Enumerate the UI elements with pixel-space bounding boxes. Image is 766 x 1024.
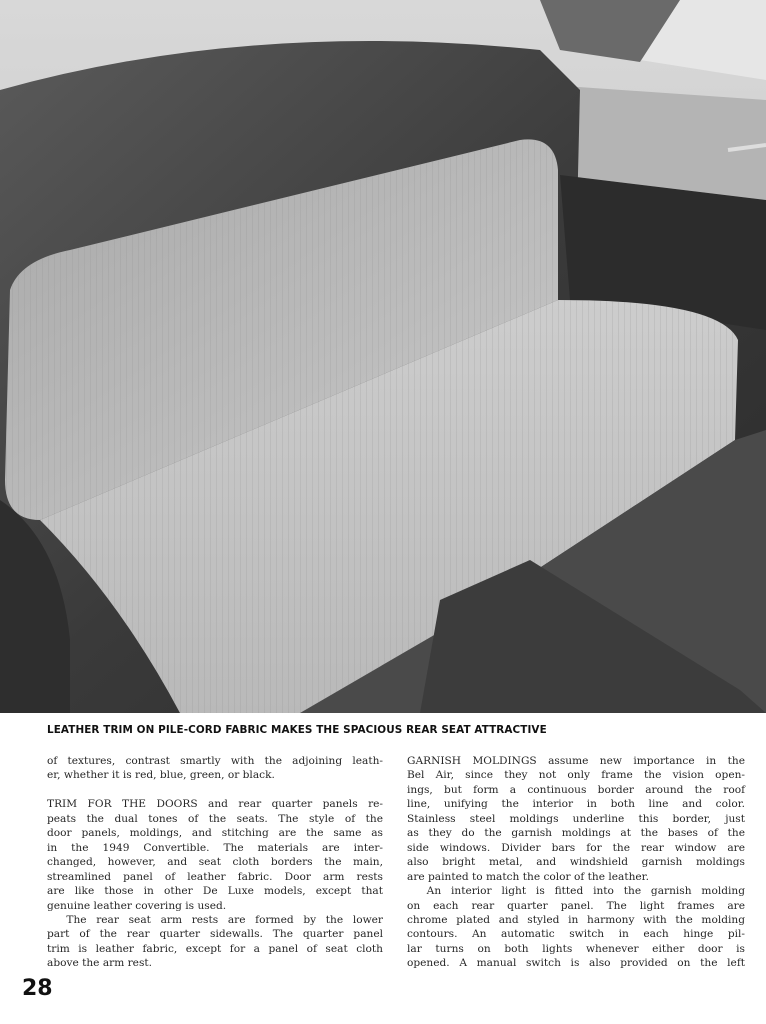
text-line: as they do the garnish moldings at the bases of the <box>407 827 745 840</box>
text-line: line, unifying the interior in both line and color. <box>407 798 745 811</box>
text-line: peats the dual tones of the seats. The style of the <box>47 812 383 825</box>
text-line: chrome plated and styled in harmony with the molding <box>407 913 745 926</box>
text-line: trim is leather fabric, except for a panel of seat cloth <box>47 942 383 955</box>
text-line: streamlined panel of leather fabric. Door arm rests <box>47 870 383 883</box>
text-line: Stainless steel moldings underline this border, just <box>407 812 745 825</box>
left-column <box>47 754 383 971</box>
text-line: The rear seat arm rests are formed by the lower <box>47 913 383 926</box>
text-line: Bel Air, since they not only frame the vision open- <box>407 769 745 782</box>
right-column <box>407 754 745 971</box>
text-line: ings, but form a continuous border around the roof <box>407 783 745 796</box>
text-line: er, whether it is red, blue, green, or black. <box>47 769 275 782</box>
text-line: lar turns on both lights whenever either door is <box>407 942 745 955</box>
text-line: contours. An automatic switch in each hinge pil- <box>407 928 745 941</box>
text-line: part of the rear quarter sidewalls. The quarter panel <box>47 928 383 941</box>
text-line: GARNISH MOLDINGS assume new importance in the <box>407 755 745 767</box>
text-line: are like those in other De Luxe models, except that <box>47 885 383 898</box>
text-line: genuine leather covering is used. <box>47 899 227 912</box>
text-line: are painted to match the color of the leather. <box>407 870 649 883</box>
text-line: An interior light is fitted into the garnish molding <box>407 885 745 898</box>
text-line: TRIM FOR THE DOORS and rear quarter panels re- <box>47 798 383 811</box>
text-line: opened. A manual switch is also provided on the left <box>407 957 745 970</box>
text-line: side windows. Divider bars for the rear window are <box>407 841 745 854</box>
text-line: above the arm rest. <box>47 957 153 970</box>
paragraph-garnish-moldings <box>407 754 745 884</box>
text-line: door panels, moldings, and stitching are the same as <box>47 827 383 840</box>
text-line: in the 1949 Convertible. The materials are inter- <box>47 841 383 854</box>
text-line: also bright metal, and windshield garnish moldings <box>407 856 745 869</box>
page-number: 28 <box>22 976 53 1001</box>
text-line: of textures, contrast smartly with the adjoining leath- <box>47 755 383 767</box>
text-line: on each rear quarter panel. The light frames are <box>407 899 745 912</box>
photo-caption: LEATHER TRIM ON PILE-CORD FABRIC MAKES THE SPACIOUS REAR SEAT ATTRACTIVE <box>47 724 547 736</box>
paragraph-arm-rests <box>47 913 383 971</box>
text-line: changed, however, and seat cloth borders the main, <box>47 856 383 869</box>
paragraph-trim-doors <box>47 797 383 913</box>
paragraph-interior-light <box>407 884 745 971</box>
paragraph-textures <box>47 754 383 783</box>
